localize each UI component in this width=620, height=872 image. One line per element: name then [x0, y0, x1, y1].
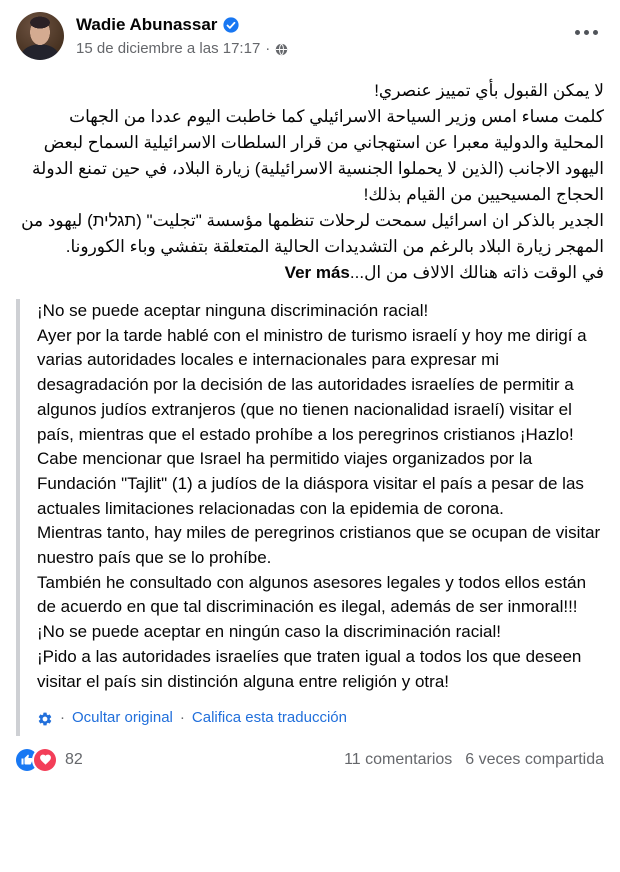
translation-paragraph: ¡No se puede aceptar ninguna discriminación racial! — [37, 301, 429, 320]
post-paragraph: لا يمكن القبول بأي تمييز عنصري! — [374, 81, 604, 100]
avatar[interactable] — [16, 12, 64, 60]
gear-icon[interactable] — [37, 711, 53, 727]
heart-icon[interactable] — [34, 749, 56, 771]
hide-original-link[interactable]: Ocultar original — [72, 709, 173, 727]
translation-paragraph: ¡No se puede aceptar en ningún caso la discriminación racial! — [37, 622, 501, 642]
rate-translation-link[interactable]: Califica esta traducción — [191, 709, 347, 727]
more-options-icon[interactable] — [569, 18, 604, 47]
translation-footer — [37, 706, 604, 733]
header-text — [76, 12, 569, 57]
reaction-count[interactable]: 82 — [65, 750, 83, 768]
reactions-summary[interactable] — [16, 749, 83, 771]
translation-block — [16, 299, 604, 736]
translation-paragraph: ¡Pido a las autoridades israelíes que traten igual a todos los que deseen visitar el país sin distinción alguna entre religión y otra! — [37, 646, 582, 691]
translation-paragraph-list — [37, 299, 604, 694]
truncated-text: في الوقت ذاته هنالك الالاف من ال... — [349, 263, 604, 282]
timestamp[interactable]: 15 de diciembre a las 17:17 — [76, 40, 261, 57]
translation-paragraph: Cabe mencionar que Israel ha permitido viajes organizados por la Fundación "Tajlit" (1) a judíos de la diáspora visitar el país a pesar de las actuales limitaciones relacionadas con la epidemia de corona. — [37, 449, 584, 518]
translation-paragraph: También he consultado con algunos asesores legales y todos ellos están de acuerdo en que tal discriminación es ilegal, además de ser inmoral!!! — [37, 572, 587, 617]
globe-icon — [275, 43, 288, 56]
footer-separator: · — [60, 709, 65, 727]
shares-count[interactable]: 6 veces compartida — [465, 750, 604, 768]
author-name[interactable]: Wadie Abunassar — [76, 15, 218, 34]
see-more-link[interactable]: Ver más — [284, 263, 350, 282]
translation-paragraph: Ayer por la tarde hablé con el ministro de turismo israelí y hoy me dirigí a varias autoridades locales e internacionales para expresar mi desagradación por la decisión de las autoridades israelíes de permitir a algunos judíos extranjeros (que no tienen nacionalidad israelí) visitar el país, mientras que el estado prohíbe a los peregrinos cristianos ¡Hazlo! — [37, 325, 587, 444]
comments-count[interactable]: 11 comentarios — [344, 750, 453, 768]
footer-separator: · — [179, 709, 185, 727]
post-paragraph: الجدير بالذكر ان اسرائيل سمحت لرحلات تنظمها مؤسسة "تجليت" (תגלית) ليهود من المهجر زيارة البلاد بالرغم من التشديدات الحالية المتعلقة بتفشي وباء الكورونا. — [21, 211, 604, 256]
post-original-text — [0, 60, 620, 286]
engagement-bar — [0, 736, 620, 785]
post-header — [0, 0, 620, 60]
post-truncated-line — [16, 260, 604, 286]
post-paragraph-list — [16, 78, 604, 260]
author-name-row — [76, 15, 569, 35]
post-meta — [76, 40, 569, 57]
meta-separator: · — [265, 40, 271, 57]
post-paragraph: كلمت مساء امس وزير السياحة الاسرائيلي كما خاطبت اليوم عددا من الجهات المحلية والدولية معبرا عن استهجاني من قرار السلطات الاسرائيلية السماح لبعض اليهود الاجانب (الذين لا يحملوا الجنسية الاسرائيلية) زيارة البلاد، في حين تمنع الدولة الحجاج المسيحيين من القيام بذلك! — [32, 107, 604, 204]
comment-share-counts — [344, 751, 604, 769]
verified-badge-icon — [223, 17, 239, 33]
translation-paragraph: Mientras tanto, hay miles de peregrinos cristianos que se ocupan de visitar nuestro país que se lo prohíbe. — [37, 523, 601, 568]
